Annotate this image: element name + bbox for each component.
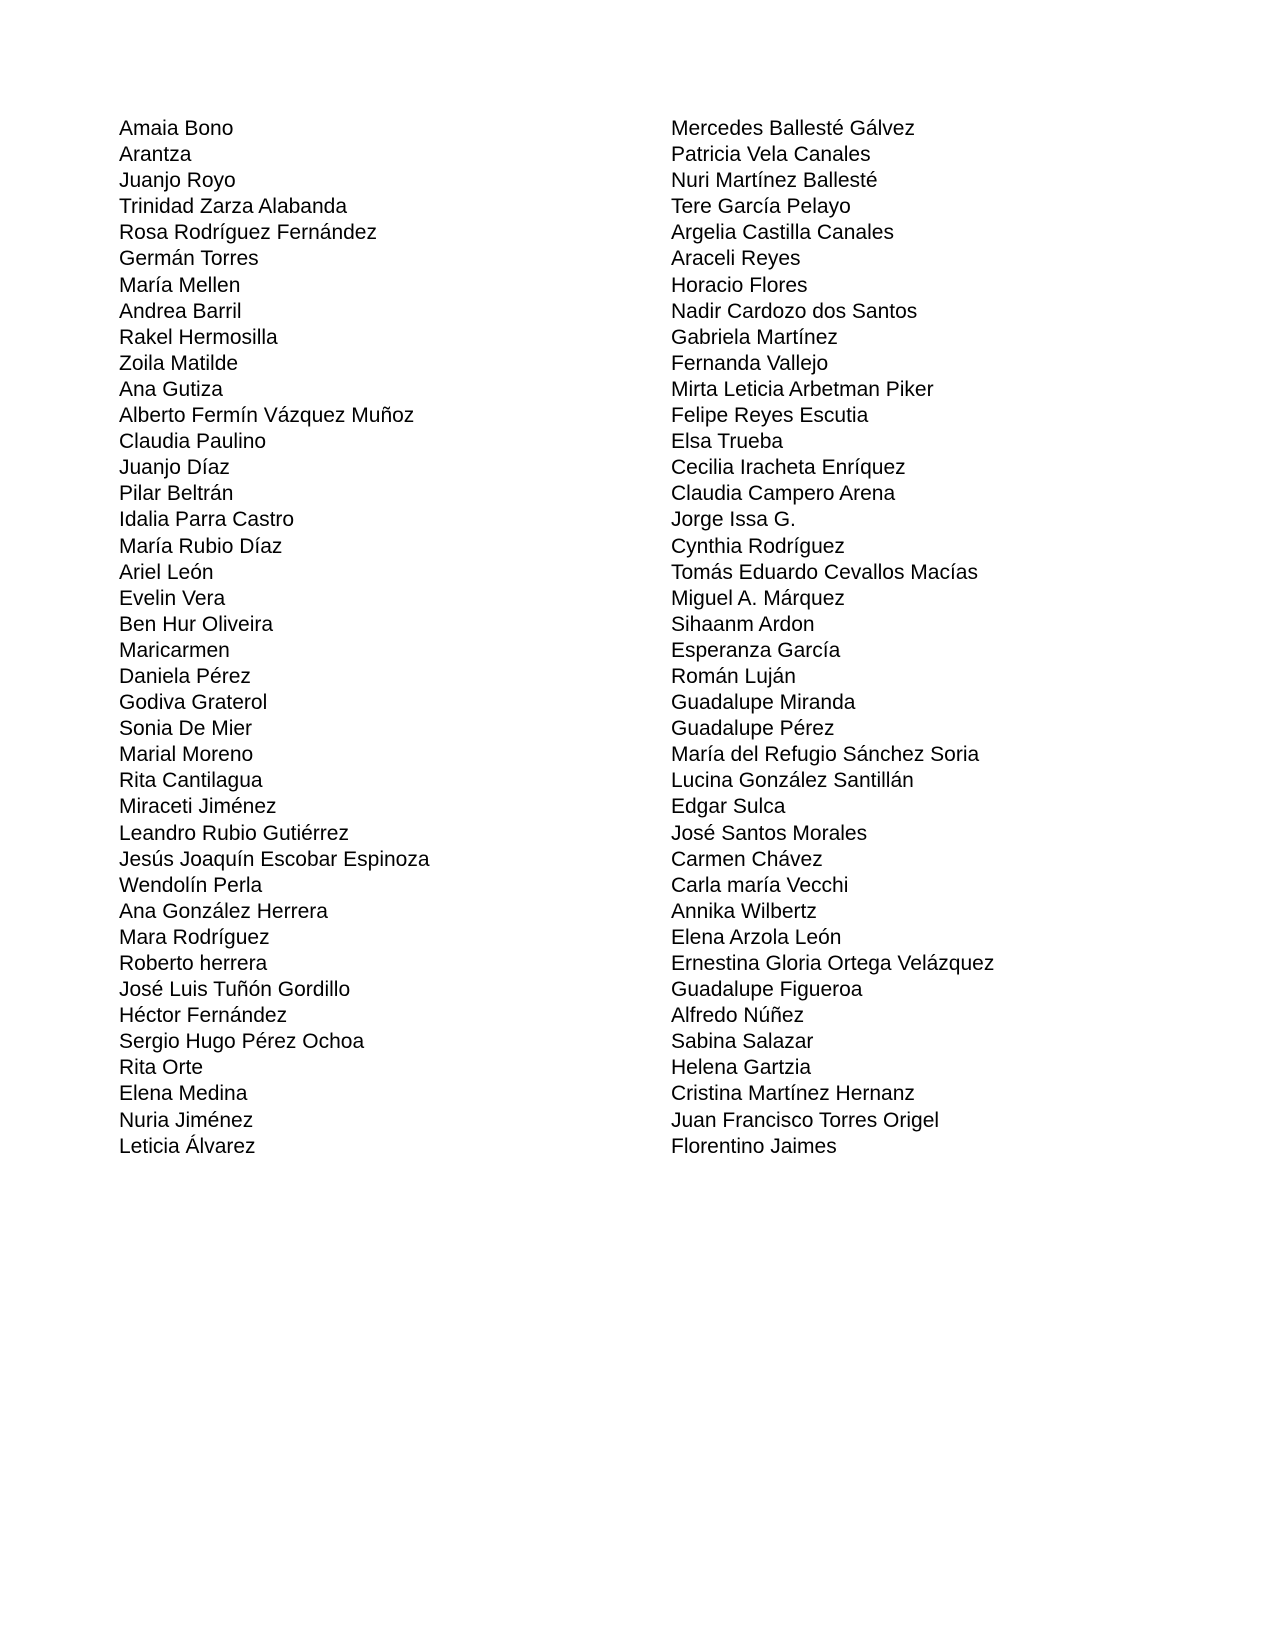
name-entry: Sihaanm Ardon: [671, 612, 815, 636]
name-entry: Tere García Pelayo: [671, 195, 851, 219]
name-entry: Nuria Jiménez: [119, 1108, 254, 1132]
name-entry: Idalia Parra Castro: [119, 508, 295, 532]
name-entry: Sergio Hugo Pérez Ochoa: [119, 1030, 365, 1054]
name-entry: Jesús Joaquín Escobar Espinoza: [119, 847, 430, 871]
name-entry: Argelia Castilla Canales: [671, 221, 894, 245]
name-entry: Wendolín Perla: [119, 873, 263, 897]
name-entry: Cecilia Iracheta Enríquez: [671, 456, 906, 480]
name-entry: Rakel Hermosilla: [119, 325, 278, 349]
name-entry: Gabriela Martínez: [671, 325, 838, 349]
name-entry: Marial Moreno: [119, 743, 254, 767]
name-entry: Trinidad Zarza Alabanda: [119, 195, 348, 219]
name-entry: Carmen Chávez: [671, 847, 823, 871]
name-entry: Guadalupe Pérez: [671, 717, 835, 741]
name-entry: Evelin Vera: [119, 586, 226, 610]
name-entry: Amaia Bono: [119, 117, 234, 140]
name-entry: Florentino Jaimes: [671, 1134, 837, 1158]
name-entry: Alberto Fermín Vázquez Muñoz: [119, 404, 415, 428]
name-entry: Miguel A. Márquez: [671, 586, 845, 610]
name-entry: José Luis Tuñón Gordillo: [119, 978, 351, 1002]
name-entry: Helena Gartzia: [671, 1056, 812, 1080]
name-entry: Nadir Cardozo dos Santos: [671, 299, 918, 323]
name-entry: Ana González Herrera: [119, 899, 328, 923]
name-entry: Nuri Martínez Ballesté: [671, 169, 878, 193]
name-entry: Leandro Rubio Gutiérrez: [119, 821, 349, 845]
name-entry: Rita Orte: [119, 1056, 204, 1080]
name-entry: Elsa Trueba: [671, 430, 784, 454]
name-entry: Carla maría Vecchi: [671, 873, 849, 897]
name-entry: Mara Rodríguez: [119, 925, 270, 949]
name-entry: Andrea Barril: [119, 299, 242, 323]
name-entry: Elena Medina: [119, 1082, 248, 1106]
name-entry: Leticia Álvarez: [119, 1134, 256, 1158]
name-entry: Sonia De Mier: [119, 717, 253, 741]
name-entry: Fernanda Vallejo: [671, 351, 829, 375]
name-entry: Patricia Vela Canales: [671, 143, 871, 167]
name-entry: Mercedes Ballesté Gálvez: [671, 117, 915, 140]
name-entry: Ana Gutiza: [119, 377, 223, 401]
name-entry: Annika Wilbertz: [671, 899, 817, 923]
name-entry: Roberto herrera: [119, 952, 268, 975]
name-entry: Alfredo Núñez: [671, 1004, 805, 1028]
name-entry: Juan Francisco Torres Origel: [671, 1108, 940, 1132]
name-entry: Germán Torres: [119, 247, 259, 271]
name-entry: Felipe Reyes Escutia: [671, 404, 869, 428]
name-entry: Juanjo Díaz: [119, 456, 230, 480]
name-entry: Elena Arzola León: [671, 925, 842, 949]
name-entry: Maricarmen: [119, 638, 230, 662]
name-entry: Cristina Martínez Hernanz: [671, 1082, 915, 1106]
name-entry: Sabina Salazar: [671, 1030, 814, 1054]
name-entry: Arantza: [119, 143, 192, 167]
name-entry: Zoila Matilde: [119, 351, 239, 375]
name-entry: Jorge Issa G.: [671, 508, 796, 532]
name-entry: Edgar Sulca: [671, 795, 786, 819]
name-entry: Claudia Campero Arena: [671, 482, 896, 506]
name-entry: Horacio Flores: [671, 273, 808, 297]
name-entry: Román Luján: [671, 664, 796, 688]
name-entry: Miraceti Jiménez: [119, 795, 277, 819]
name-entry: Ariel León: [119, 560, 214, 584]
name-entry: María del Refugio Sánchez Soria: [671, 743, 980, 767]
name-entry: Esperanza García: [671, 638, 841, 662]
names-list-left: [119, 116, 639, 1160]
name-entry: Claudia Paulino: [119, 430, 267, 454]
name-entry: Godiva Graterol: [119, 691, 268, 715]
name-entry: Héctor Fernández: [119, 1004, 288, 1028]
name-entry: José Santos Morales: [671, 821, 868, 845]
name-entry: María Rubio Díaz: [119, 534, 283, 558]
name-entry: Pilar Beltrán: [119, 482, 234, 506]
name-entry: Araceli Reyes: [671, 247, 801, 271]
name-entry: Daniela Pérez: [119, 664, 251, 688]
name-entry: Rita Cantilagua: [119, 769, 263, 793]
name-entry: María Mellen: [119, 273, 241, 297]
names-list-right: [671, 116, 1231, 1160]
name-entry: Lucina González Santillán: [671, 769, 914, 793]
name-entry: Tomás Eduardo Cevallos Macías: [671, 560, 978, 584]
name-entry: Guadalupe Miranda: [671, 691, 856, 715]
name-entry: Rosa Rodríguez Fernández: [119, 221, 377, 245]
name-entry: Ernestina Gloria Ortega Velázquez: [671, 952, 995, 975]
name-entry: Juanjo Royo: [119, 169, 236, 193]
name-entry: Mirta Leticia Arbetman Piker: [671, 377, 934, 401]
name-entry: Ben Hur Oliveira: [119, 612, 274, 636]
name-entry: Guadalupe Figueroa: [671, 978, 863, 1002]
name-entry: Cynthia Rodríguez: [671, 534, 845, 558]
